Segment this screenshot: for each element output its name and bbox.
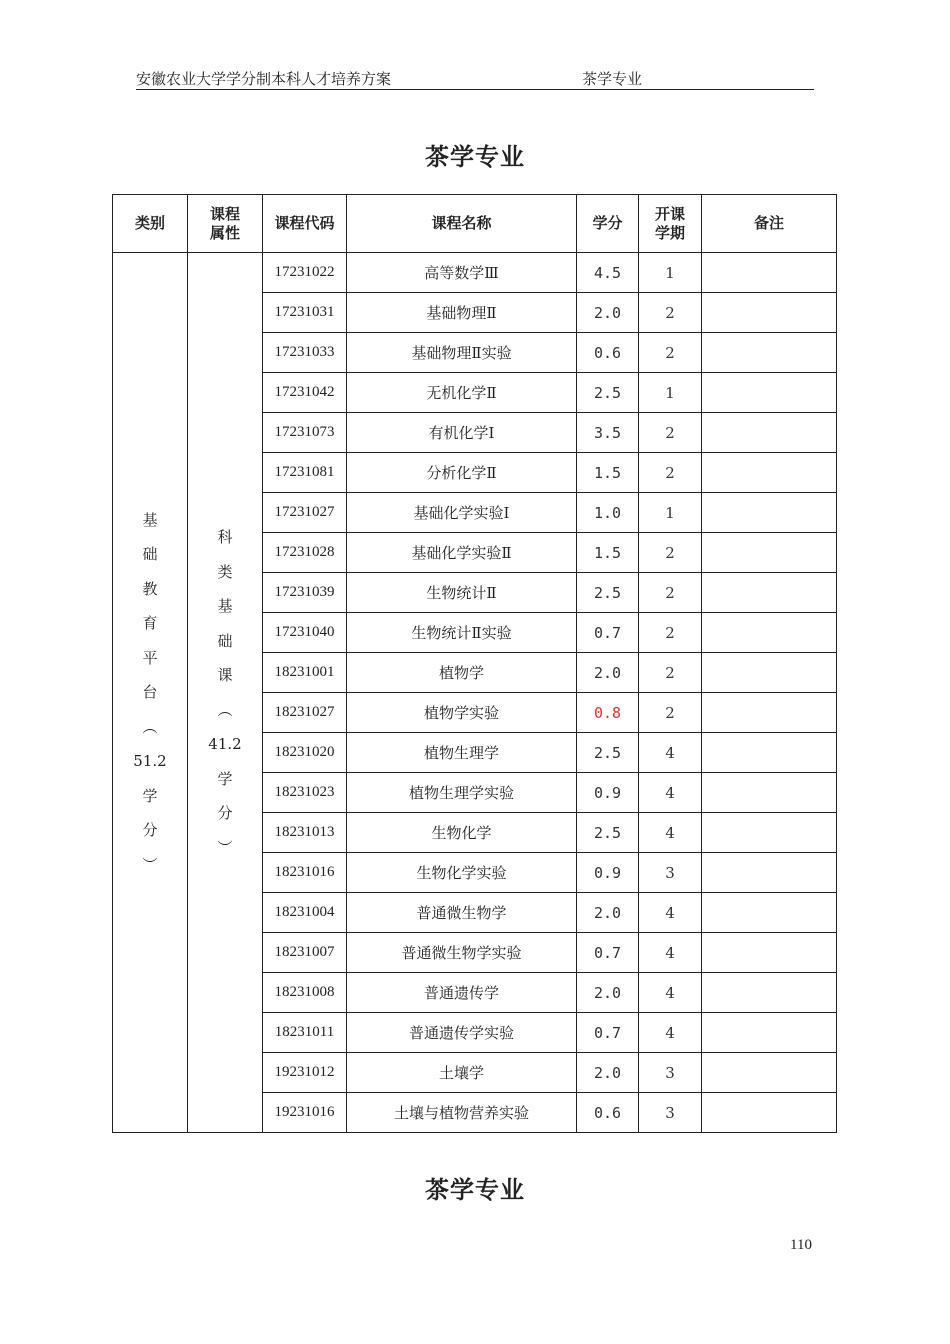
- course-semester: 4: [639, 933, 702, 973]
- attribute-char: 学: [217, 769, 233, 788]
- course-code: 18231001: [263, 653, 347, 693]
- course-semester: 1: [639, 253, 702, 293]
- course-remark: [702, 373, 837, 413]
- course-semester: 2: [639, 333, 702, 373]
- course-credit: 0.8: [577, 693, 639, 733]
- course-credit: 0.9: [577, 853, 639, 893]
- course-name: 有机化学Ⅰ: [347, 413, 577, 453]
- course-semester: 2: [639, 533, 702, 573]
- category-char: 台: [142, 683, 158, 702]
- course-name: 植物学实验: [347, 693, 577, 733]
- course-name: 生物化学实验: [347, 853, 577, 893]
- course-code: 17231033: [263, 333, 347, 373]
- attribute-cell: [188, 253, 263, 1133]
- course-remark: [702, 493, 837, 533]
- course-code: 17231028: [263, 533, 347, 573]
- course-name: 普通遗传学实验: [347, 1013, 577, 1053]
- course-credit: 2.5: [577, 733, 639, 773]
- course-remark: [702, 933, 837, 973]
- course-name: 植物生理学: [347, 733, 577, 773]
- course-remark: [702, 613, 837, 653]
- course-name: 生物统计Ⅱ: [347, 573, 577, 613]
- course-code: 17231073: [263, 413, 347, 453]
- course-semester: 4: [639, 733, 702, 773]
- header-major: 茶学专业: [582, 70, 643, 88]
- attribute-char: 科: [217, 528, 233, 546]
- course-code: 19231016: [263, 1093, 347, 1133]
- course-remark: [702, 413, 837, 453]
- course-credit: 0.9: [577, 773, 639, 813]
- course-credit: 0.7: [577, 1013, 639, 1053]
- course-name: 普通微生物学实验: [347, 933, 577, 973]
- course-table: [112, 194, 837, 1133]
- course-semester: 2: [639, 693, 702, 733]
- course-code: 18231020: [263, 733, 347, 773]
- header-course-code: 课程代码: [263, 195, 347, 253]
- category-char: 础: [142, 545, 158, 564]
- course-remark: [702, 533, 837, 573]
- course-name: 无机化学Ⅱ: [347, 373, 577, 413]
- category-cell: [113, 253, 188, 1133]
- course-remark: [702, 973, 837, 1013]
- footer-title: 茶学专业: [425, 1176, 525, 1204]
- running-header: [136, 68, 814, 90]
- course-semester: 4: [639, 773, 702, 813]
- attribute-char: ︶: [217, 838, 233, 857]
- course-credit: 1.0: [577, 493, 639, 533]
- category-char: 平: [142, 648, 158, 667]
- course-semester: 2: [639, 613, 702, 653]
- attribute-char: 础: [217, 631, 233, 650]
- course-semester: 1: [639, 493, 702, 533]
- course-credit: 4.5: [577, 253, 639, 293]
- table-header-row: [113, 195, 837, 253]
- course-code: 18231013: [263, 813, 347, 853]
- course-name: 基础物理Ⅱ实验: [347, 333, 577, 373]
- course-name: 生物统计Ⅱ实验: [347, 613, 577, 653]
- header-category: 类别: [113, 195, 188, 253]
- course-semester: 3: [639, 1053, 702, 1093]
- course-name: 分析化学Ⅱ: [347, 453, 577, 493]
- header-attribute: 课程 属性: [188, 195, 263, 253]
- course-credit: 1.5: [577, 453, 639, 493]
- course-credit: 2.0: [577, 893, 639, 933]
- attribute-char: 分: [217, 804, 233, 822]
- category-char: 基: [142, 510, 158, 529]
- category-char: 学: [142, 786, 158, 805]
- course-remark: [702, 573, 837, 613]
- course-code: 18231007: [263, 933, 347, 973]
- course-remark: [702, 453, 837, 493]
- attribute-char: 类: [217, 562, 233, 581]
- course-credit: 0.6: [577, 333, 639, 373]
- course-credit: 2.0: [577, 653, 639, 693]
- course-credit: 2.0: [577, 973, 639, 1013]
- course-code: 18231008: [263, 973, 347, 1013]
- course-semester: 4: [639, 973, 702, 1013]
- course-code: 17231081: [263, 453, 347, 493]
- course-remark: [702, 693, 837, 733]
- course-remark: [702, 333, 837, 373]
- table-row: [113, 253, 837, 293]
- attribute-char: 41.2: [208, 735, 242, 753]
- attribute-char: 课: [217, 666, 233, 684]
- course-credit: 2.5: [577, 373, 639, 413]
- course-remark: [702, 733, 837, 773]
- course-code: 17231039: [263, 573, 347, 613]
- course-credit: 2.0: [577, 1053, 639, 1093]
- course-name: 基础物理Ⅱ: [347, 293, 577, 333]
- course-code: 17231031: [263, 293, 347, 333]
- category-char: ︶: [142, 855, 158, 874]
- course-semester: 4: [639, 893, 702, 933]
- category-char: ︵: [142, 717, 158, 736]
- course-remark: [702, 893, 837, 933]
- course-semester: 4: [639, 1013, 702, 1053]
- course-code: 18231023: [263, 773, 347, 813]
- course-remark: [702, 853, 837, 893]
- attribute-char: ︵: [217, 700, 233, 719]
- category-char: 育: [142, 614, 158, 633]
- course-semester: 2: [639, 653, 702, 693]
- course-remark: [702, 293, 837, 333]
- course-semester: 4: [639, 813, 702, 853]
- course-name: 普通遗传学: [347, 973, 577, 1013]
- course-semester: 2: [639, 453, 702, 493]
- header-credit: 学分: [577, 195, 639, 253]
- page-title: 茶学专业: [425, 143, 525, 171]
- course-remark: [702, 1053, 837, 1093]
- course-semester: 2: [639, 573, 702, 613]
- course-name: 普通微生物学: [347, 893, 577, 933]
- course-credit: 0.7: [577, 613, 639, 653]
- course-name: 土壤学: [347, 1053, 577, 1093]
- course-name: 基础化学实验Ⅱ: [347, 533, 577, 573]
- course-remark: [702, 653, 837, 693]
- course-code: 17231042: [263, 373, 347, 413]
- header-course-name: 课程名称: [347, 195, 577, 253]
- course-code: 17231040: [263, 613, 347, 653]
- category-char: 教: [142, 579, 158, 598]
- course-credit: 1.5: [577, 533, 639, 573]
- course-remark: [702, 773, 837, 813]
- course-credit: 0.6: [577, 1093, 639, 1133]
- course-name: 基础化学实验Ⅰ: [347, 493, 577, 533]
- header-remark: 备注: [702, 195, 837, 253]
- course-semester: 3: [639, 853, 702, 893]
- course-name: 高等数学Ⅲ: [347, 253, 577, 293]
- course-semester: 2: [639, 413, 702, 453]
- course-credit: 3.5: [577, 413, 639, 453]
- course-code: 18231004: [263, 893, 347, 933]
- course-remark: [702, 253, 837, 293]
- header-semester: 开课 学期: [639, 195, 702, 253]
- course-code: 18231011: [263, 1013, 347, 1053]
- course-code: 17231022: [263, 253, 347, 293]
- category-char: 分: [142, 821, 158, 840]
- course-semester: 3: [639, 1093, 702, 1133]
- course-code: 18231016: [263, 853, 347, 893]
- course-code: 17231027: [263, 493, 347, 533]
- course-semester: 2: [639, 293, 702, 333]
- attribute-char: 基: [217, 597, 233, 615]
- category-char: 51.2: [133, 752, 167, 771]
- course-credit: 0.7: [577, 933, 639, 973]
- header-document-title: 安徽农业大学学分制本科人才培养方案: [136, 70, 392, 88]
- course-name: 土壤与植物营养实验: [347, 1093, 577, 1133]
- course-semester: 1: [639, 373, 702, 413]
- course-code: 19231012: [263, 1053, 347, 1093]
- course-name: 生物化学: [347, 813, 577, 853]
- page-number: 110: [790, 1237, 812, 1253]
- course-credit: 2.0: [577, 293, 639, 333]
- course-remark: [702, 813, 837, 853]
- course-code: 18231027: [263, 693, 347, 733]
- course-name: 植物学: [347, 653, 577, 693]
- course-remark: [702, 1093, 837, 1133]
- course-credit: 2.5: [577, 813, 639, 853]
- course-credit: 2.5: [577, 573, 639, 613]
- course-name: 植物生理学实验: [347, 773, 577, 813]
- course-remark: [702, 1013, 837, 1053]
